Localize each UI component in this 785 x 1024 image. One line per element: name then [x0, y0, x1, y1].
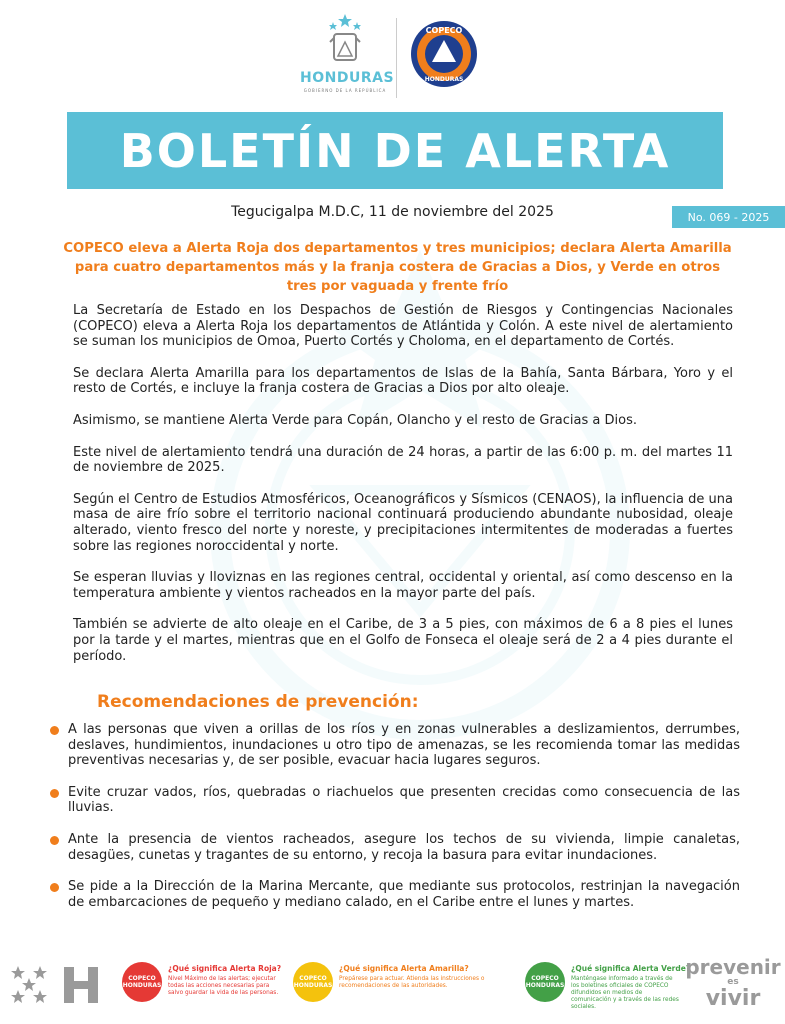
red-alert-badge — [122, 962, 162, 1002]
body-paragraph: Este nivel de alertamiento tendrá una duración de 24 horas, a partir de las 6:00 p. m. del martes 11 de noviembre de 2025. — [73, 444, 733, 476]
recommendations-title: Recomendaciones de prevención: — [97, 692, 419, 712]
body-paragraph: Se esperan lluvias y lloviznas en las regiones central, occidental y oriental, así como descenso en la temperatura ambiente y vientos racheados en la mayor parte del país. — [73, 570, 733, 601]
logo-divider — [396, 18, 397, 98]
list-item — [50, 832, 740, 863]
bullet-icon — [50, 883, 59, 892]
recommendations-list — [50, 722, 740, 926]
body-paragraph: Asimismo, se mantiene Alerta Verde para Copán, Olancho y el resto de Gracias a Dios. — [73, 412, 637, 428]
brand-line-2: es — [727, 977, 739, 987]
red-alert-description: Nivel Máximo de las alertas; ejecutar todas las acciones necesarias para salvo guardar la vida de las personas. — [168, 976, 279, 996]
list-item — [50, 722, 740, 769]
recommendation-text: Se pide a la Dirección de la Marina Mercante, que mediante sus protocolos, restrinjan la navegación de embarcaciones de pequeño y mediano calado, en el Caribe entre el lunes y martes. — [68, 879, 740, 910]
recommendation-text: Evite cruzar vados, ríos, quebradas o riachuelos que presenten crecidas como consecuencia de las lluvias. — [68, 784, 740, 816]
copeco-logo — [410, 20, 478, 88]
bulletin-number-badge: No. 069 - 2025 — [672, 206, 785, 228]
green-alert-badge — [525, 962, 565, 1002]
list-item — [50, 785, 740, 816]
body-paragraph: La Secretaría de Estado en los Despachos de Gestión de Riesgos y Contingencias Nacionales (COPECO) eleva a Alerta Roja los departamentos de Atlántida y Colón. A este nivel de alertamiento se suman los municipios de Omoa, Puerto Cortés y Choloma, en el departamento de Cortés. — [73, 303, 733, 350]
brand-line-3: vivir — [705, 986, 761, 1011]
badge-label: COPECO HONDURAS — [122, 975, 162, 989]
body-paragraph: Según el Centro de Estudios Atmosféricos, Oceanográficos y Sísmicos (CENAOS), la influencia de una masa de aire frío sobre el territorio nacional continuará produciendo abundante nubosidad, oleaje alterado, viento fresco del norte y noreste, y precipitaciones intermitentes de moderadas a fuertes sobre las regiones noroccidental y norte. — [73, 491, 733, 554]
yellow-alert-question: ¿Qué significa Alerta Amarilla? — [339, 964, 469, 973]
green-alert-info — [525, 962, 691, 1010]
copeco-logo-top: COPECO — [425, 26, 463, 35]
recommendation-text: A las personas que viven a orillas de los ríos y en zonas vulnerables a deslizamientos, derrumbes, deslaves, hundimientos, inundaciones u otro tipo de amenazas, se les recomienda tomar las medidas preventivas necesarias y, de ser posible, evacuar hacia lugares seguros. — [68, 722, 740, 769]
bullet-icon — [50, 789, 59, 798]
yellow-alert-badge — [293, 962, 333, 1002]
stars-icon — [10, 962, 60, 1008]
dateline: Tegucigalpa M.D.C, 11 de noviembre del 2025 — [231, 204, 554, 220]
badge-label: COPECO HONDURAS — [525, 975, 565, 989]
page-title: BOLETÍN DE ALERTA — [119, 123, 671, 178]
prevenir-es-vivir-logo — [683, 956, 783, 1011]
headline: COPECO eleva a Alerta Roja dos departamentos y tres municipios; declara Alerta Amarilla para cuatro departamentos más y la franja costera de Gracias a Dios, y Verde en otros tres por vaguada y frente frío — [63, 241, 732, 294]
header-logos — [0, 12, 785, 104]
country-name: HONDURAS — [300, 70, 395, 86]
honduras-government-logo — [300, 12, 395, 104]
bullet-icon — [50, 726, 59, 735]
badge-label: COPECO HONDURAS — [293, 975, 333, 989]
brand-line-1: prevenir — [685, 955, 781, 979]
recommendation-text: Ante la presencia de vientos racheados, asegure los techos de su vivienda, limpie canaletas, desagües, cunetas y tragantes de su entorno, y recoja la basura para evitar inundaciones. — [68, 831, 740, 863]
bulletin-body — [73, 303, 733, 680]
bullet-icon — [50, 836, 59, 845]
yellow-alert-description: Prepárese para actuar. Atienda las instrucciones o recomendaciones de las autoridades. — [339, 976, 485, 989]
body-paragraph: También se advierte de alto oleaje en el Caribe, de 3 a 5 pies, con máximos de 6 a 8 pies el lunes por la tarde y el martes, mientras que en el Golfo de Fonseca el oleaje será de 2 a 4 pies durante el período. — [73, 617, 733, 664]
green-alert-question: ¿Qué significa Alerta Verde? — [571, 964, 691, 973]
red-alert-info — [122, 962, 282, 1008]
green-alert-description: Manténgase informado a través de los boletines oficiales de COPECO difundidos en medios de comunicación y a través de las redes sociales. — [571, 976, 679, 1010]
footer — [0, 950, 785, 1024]
body-paragraph: Se declara Alerta Amarilla para los departamentos de Islas de la Bahía, Santa Bárbara, Yoro y el resto de Cortés, e incluye la franja costera de Gracias a Dios por alto oleaje. — [73, 365, 733, 397]
list-item — [50, 879, 740, 910]
honduras-coat-of-arms-icon — [300, 12, 390, 70]
honduras-h-icon — [62, 965, 100, 1005]
title-banner — [67, 112, 723, 189]
red-alert-question: ¿Qué significa Alerta Roja? — [168, 964, 282, 973]
yellow-alert-info — [293, 962, 503, 1008]
copeco-logo-bottom: HONDURAS — [424, 76, 464, 83]
government-label: GOBIERNO DE LA REPÚBLICA — [303, 88, 387, 93]
